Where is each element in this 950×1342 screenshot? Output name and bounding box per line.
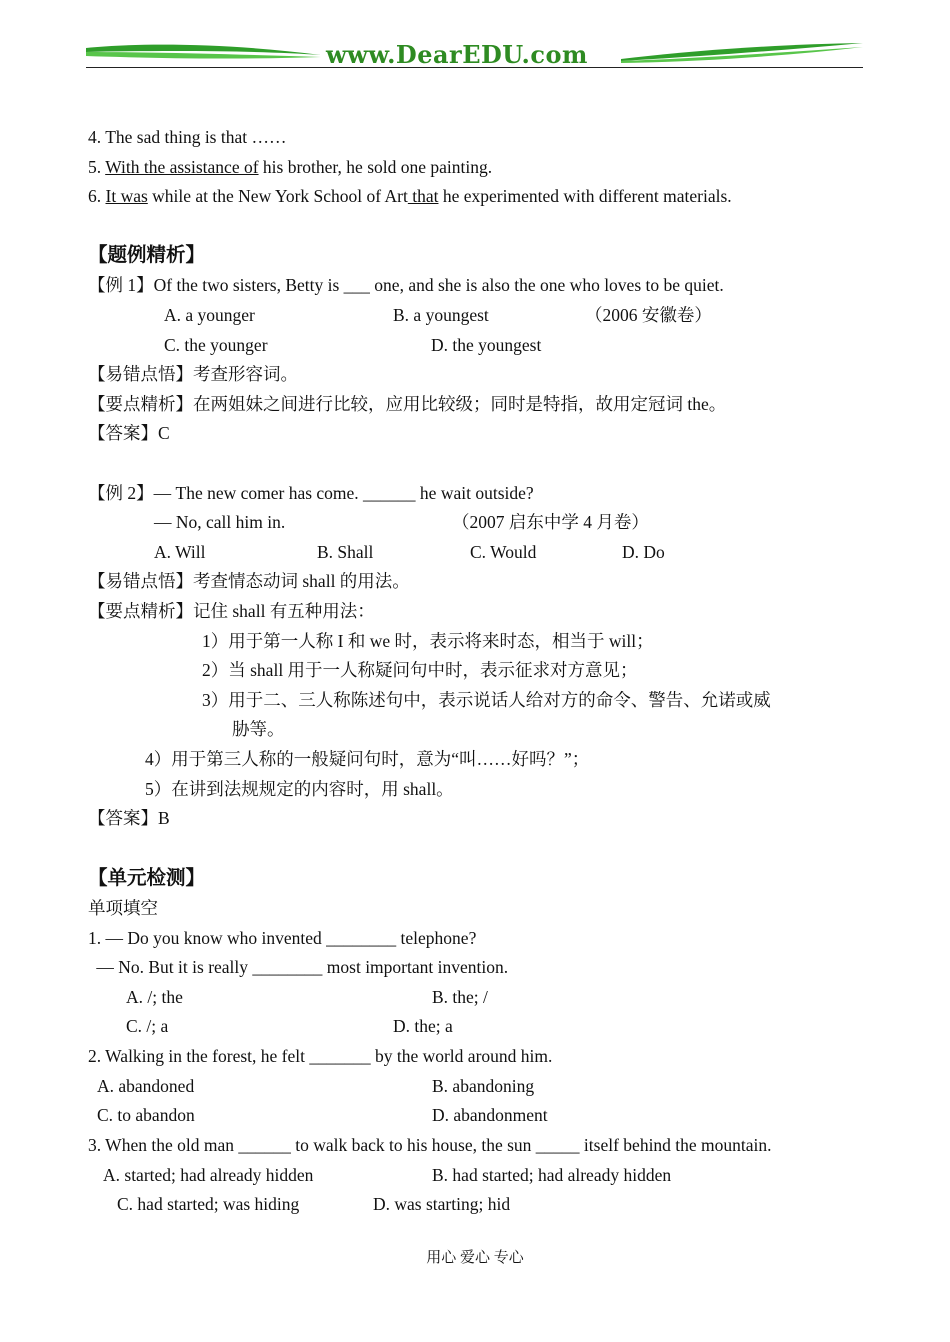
- question-2-option-a: A. abandoned: [97, 1076, 195, 1096]
- example-2-question: 【例 2】— The new comer has come. ______ he wait outside?: [88, 483, 534, 503]
- example-1-question: 【例 1】Of the two sisters, Betty is ___ one, and she is also the one who loves to be quiet.: [88, 275, 724, 295]
- example-2-point-1: 1）用于第一人称 I 和 we 时，表示将来时态，相当于 will；: [202, 631, 654, 651]
- example-2-source: （2007 启东中学 4 月卷）: [452, 512, 649, 532]
- question-1-option-a: A. /; the: [126, 987, 183, 1007]
- section-heading-unit-test: 【单元检测】: [88, 866, 206, 889]
- question-1-option-c: C. /; a: [126, 1016, 169, 1036]
- question-3-stem: 3. When the old man ______ to walk back to his house, the sun _____ itself behind the mountain.: [88, 1135, 772, 1155]
- example-2-option-a: A. Will: [154, 542, 206, 562]
- right-swoosh: [621, 43, 863, 61]
- example-2-point-3-cont: 胁等。: [232, 719, 285, 739]
- example-2-error-note: 【易错点悟】考查情态动词 shall 的用法。: [88, 571, 410, 591]
- example-1-error-note: 【易错点悟】考查形容词。: [88, 364, 298, 384]
- example-1-option-c: C. the younger: [164, 335, 268, 355]
- question-2-option-c: C. to abandon: [97, 1105, 195, 1125]
- example-1-option-b: B. a youngest: [393, 305, 489, 325]
- example-2-point-2: 2）当 shall 用于一人称疑问句中时，表示征求对方意见；: [202, 660, 638, 680]
- question-2-option-b: B. abandoning: [432, 1076, 535, 1096]
- question-3-option-c: C. had started; was hiding: [117, 1194, 300, 1214]
- example-1-option-a: A. a younger: [164, 305, 255, 325]
- question-1-option-d: D. the; a: [393, 1016, 453, 1036]
- question-1-line-2: — No. But it is really ________ most important invention.: [92, 957, 509, 977]
- example-2-option-b: B. Shall: [317, 542, 374, 562]
- unit-test-subheading: 单项填空: [88, 898, 158, 918]
- item-4: 4. The sad thing is that ……: [88, 127, 287, 147]
- site-logo-text[interactable]: www.DearEDU.com: [326, 40, 588, 69]
- question-3-option-d: D. was starting; hid: [373, 1194, 511, 1214]
- example-2-answer: 【答案】B: [88, 808, 170, 828]
- example-2-reply: — No, call him in.: [154, 512, 286, 532]
- example-2-option-c: C. Would: [470, 542, 537, 562]
- question-2-stem: 2. Walking in the forest, he felt _______ by the world around him.: [88, 1046, 553, 1066]
- example-2-point-5: 5）在讲到法规规定的内容时，用 shall。: [145, 779, 454, 799]
- section-heading-examples: 【题例精析】: [88, 243, 206, 266]
- page-footer: 用心 爱心 专心: [426, 1250, 524, 1266]
- example-2-option-d: D. Do: [622, 542, 665, 562]
- question-3-option-a: A. started; had already hidden: [103, 1165, 314, 1185]
- question-1-option-b: B. the; /: [432, 987, 488, 1007]
- question-3-option-b: B. had started; had already hidden: [432, 1165, 672, 1185]
- example-2-key-points: 【要点精析】记住 shall 有五种用法：: [88, 601, 375, 621]
- item-6: 6. It was while at the New York School of Art that he experimented with different materials.: [88, 186, 732, 206]
- header-rule: [86, 67, 863, 68]
- example-1-option-d: D. the youngest: [431, 335, 542, 355]
- question-1-line-1: 1. — Do you know who invented ________ telephone?: [88, 928, 477, 948]
- item-5: 5. With the assistance of his brother, he sold one painting.: [88, 157, 493, 177]
- question-2-option-d: D. abandonment: [432, 1105, 548, 1125]
- example-2-point-3: 3）用于二、三人称陈述句中，表示说话人给对方的命令、警告、允诺或威: [202, 690, 771, 710]
- example-1-source: （2006 安徽卷）: [585, 305, 712, 325]
- example-2-point-4: 4）用于第三人称的一般疑问句时，意为“叫……好吗？”；: [145, 749, 590, 769]
- example-1-key-points: 【要点精析】在两姐妹之间进行比较，应用比较级；同时是特指，故用定冠词 the。: [88, 394, 727, 414]
- example-1-answer: 【答案】C: [88, 423, 170, 443]
